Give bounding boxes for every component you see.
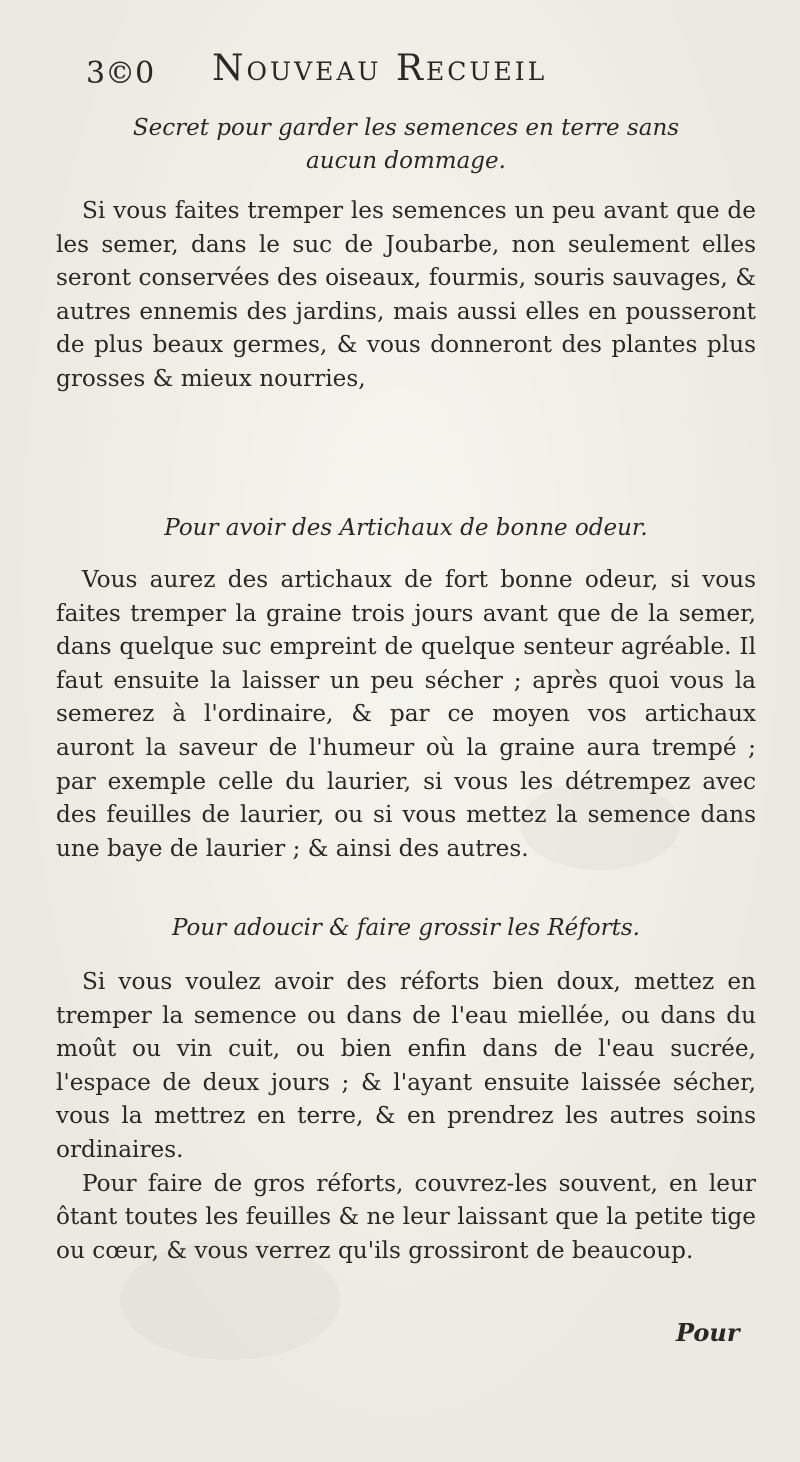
- page-header: [86, 48, 726, 98]
- running-head: Nouveau Recueil: [212, 48, 548, 89]
- paragraph: Pour faire de gros réforts, couvrez-les souvent, en leur ôtant toutes les feuilles & ne leur laissant que la petite tige ou cœur, & vous verrez qu'ils grossiront de beaucoup.: [56, 1169, 756, 1264]
- catchword: Pour: [676, 1318, 740, 1347]
- section-semences: [56, 112, 756, 396]
- section-title: Secret pour garder les semences en terre sans aucun dommage.: [132, 115, 680, 174]
- paragraph: Vous aurez des artichaux de fort bonne odeur, si vous faites tremper la graine trois jours avant que de la semer, dans quelque suc empreint de quelque senteur agréable. Il faut ensuite la laisser un peu sécher ; après quoi vous la semerez à l'ordinaire, & par ce moyen vos artichaux auront la saveur de l'humeur où la graine aura trempé ; par exemple celle du laurier, si vous les détrempez avec des feuilles de laurier, ou si vous mettez la semence dans une baye de laurier ; & ainsi des autres.: [56, 566, 756, 862]
- paragraph: Si vous faites tremper les semences un peu avant que de les semer, dans le suc de Joubarbe, non seulement elles seront conservées des oiseaux, fourmis, souris sauvages, & autres ennemis des jardins, mais aussi elles en pousseront de plus beaux germes, & vous donneront des plantes plus grosses & mieux nourries,: [56, 197, 756, 392]
- section-reforts: [56, 912, 756, 1267]
- section-artichaux: [56, 512, 756, 865]
- page-number: 3©0: [86, 56, 155, 91]
- paragraph: Si vous voulez avoir des réforts bien doux, mettez en tremper la semence ou dans de l'eau miellée, ou dans du moût ou vin cuit, ou bien enfin dans de l'eau sucrée, l'espace de deux jours ; & l'ayant ensuite laissée sécher, vous la mettrez en terre, & en prendrez les autres soins ordinaires.: [56, 968, 756, 1163]
- section-title: Pour avoir des Artichaux de bonne odeur.: [164, 515, 648, 541]
- section-title: Pour adoucir & faire grossir les Réforts.: [172, 915, 640, 941]
